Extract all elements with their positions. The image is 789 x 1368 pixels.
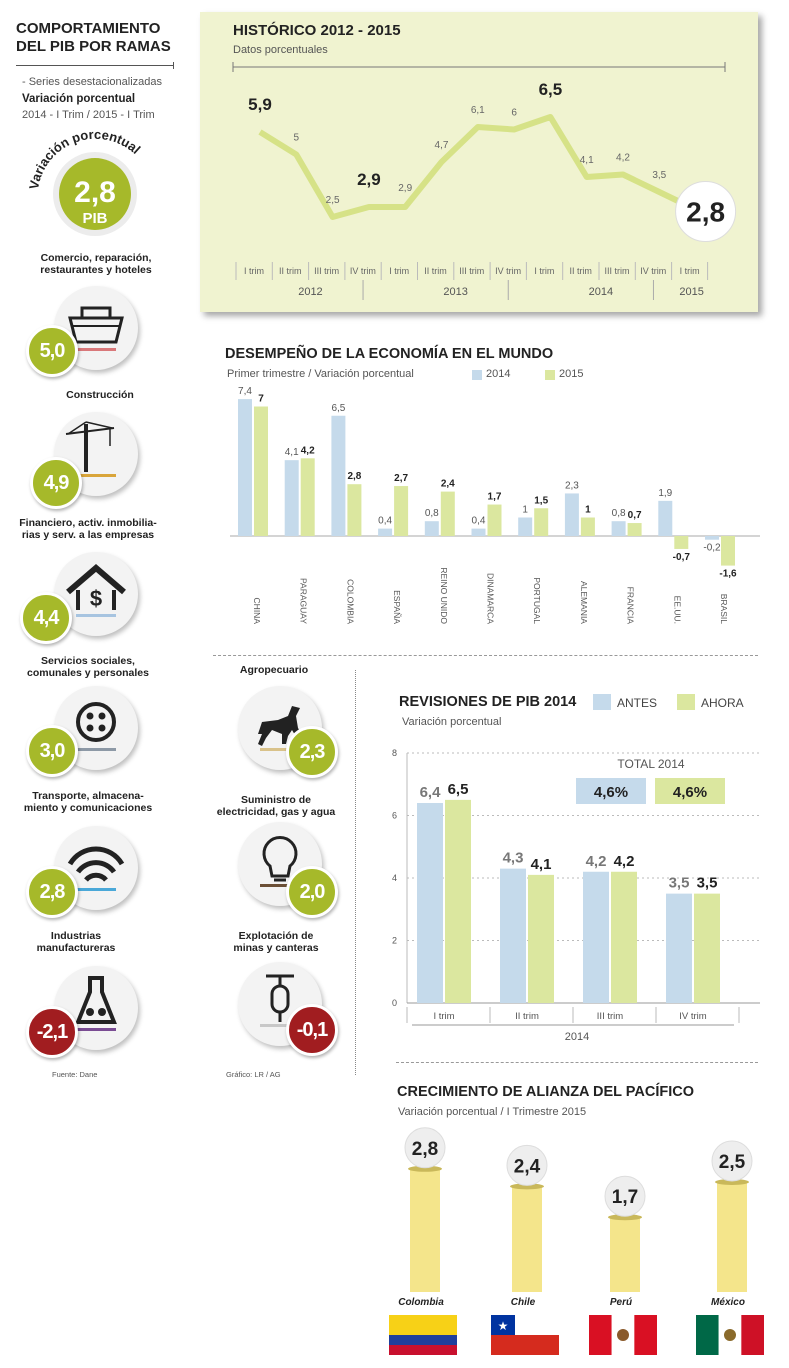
flag-mexico-icon bbox=[696, 1315, 719, 1355]
mundo-data-label: 0,4 bbox=[471, 515, 486, 527]
rev-data-label: 4,2 bbox=[613, 852, 635, 870]
main-value: 2,8 bbox=[74, 176, 116, 209]
rev-total-label: TOTAL 2014 bbox=[617, 757, 685, 771]
legend-2014-swatch bbox=[472, 370, 482, 380]
alianza-data-label: 2,8 bbox=[411, 1138, 439, 1160]
sector-label-line: Explotación de bbox=[238, 930, 314, 942]
alianza-data-label: 2,4 bbox=[513, 1156, 541, 1178]
mundo-data-label: 1 bbox=[522, 504, 528, 516]
mundo-data-label: 2,3 bbox=[564, 480, 579, 492]
sector-label bbox=[8, 790, 168, 814]
hist-data-label: 4,1 bbox=[579, 155, 594, 166]
alianza-subtitle: Variación porcentual / I Trimestre 2015 bbox=[398, 1106, 587, 1118]
sector-value-badge: -0,1 bbox=[286, 1004, 338, 1056]
mundo-bar-2014 bbox=[658, 501, 672, 536]
sector-value-badge: 4,9 bbox=[30, 457, 82, 509]
title-rule-tick bbox=[173, 62, 174, 69]
mundo-bar-2015 bbox=[441, 492, 455, 536]
sector-label-line: Comercio, reparación, bbox=[40, 252, 152, 264]
rev-data-label: 4,2 bbox=[585, 852, 607, 870]
hist-data-label: 6,1 bbox=[470, 105, 485, 116]
hist-tick-label: I trim bbox=[679, 266, 700, 276]
mundo-data-label: 7 bbox=[258, 393, 264, 405]
rev-data-label: 4,1 bbox=[530, 855, 552, 873]
left-subtitle-variation: Variación porcentual bbox=[22, 93, 136, 105]
alianza-data-label: 2,5 bbox=[718, 1152, 746, 1173]
sector-label-line: rias y serv. a las empresas bbox=[21, 529, 155, 541]
hist-data-label: 4,7 bbox=[434, 140, 449, 151]
hist-data-label: 5,9 bbox=[248, 95, 272, 114]
hist-year-label: 2014 bbox=[588, 286, 614, 298]
historico-subtitle: Datos porcentuales bbox=[233, 44, 328, 56]
sector-label-line: Financiero, activ. inmobilia- bbox=[19, 517, 157, 529]
hist-tick-label: I trim bbox=[389, 266, 410, 276]
source-label: Fuente: Dane bbox=[52, 1070, 98, 1079]
revisiones-chart bbox=[385, 740, 775, 1050]
sector-label-line: miento y comunicaciones bbox=[23, 802, 153, 814]
sector-label-line: minas y canteras bbox=[233, 942, 319, 954]
hist-tick-label: IV trim bbox=[640, 266, 667, 276]
mundo-data-label: 6,5 bbox=[331, 402, 346, 414]
alianza-country-label: Colombia bbox=[398, 1297, 444, 1308]
column-divider bbox=[355, 670, 356, 1075]
legend-ahora-swatch bbox=[677, 694, 695, 710]
historico-chart bbox=[200, 12, 758, 312]
rev-total-ahora: 4,6% bbox=[672, 784, 708, 801]
flag-emblem-icon bbox=[617, 1329, 629, 1341]
hist-data-label: 2,9 bbox=[398, 183, 413, 194]
mundo-bar-2015 bbox=[534, 508, 548, 536]
hist-tick-label: III trim bbox=[604, 266, 630, 276]
rev-data-label: 4,3 bbox=[502, 849, 524, 867]
sector-label-line: electricidad, gas y agua bbox=[216, 806, 336, 818]
hist-tick-label: I trim bbox=[244, 266, 264, 276]
rev-data-label: 6,4 bbox=[419, 784, 441, 801]
mundo-data-label: 1,7 bbox=[487, 491, 502, 503]
mundo-category-label: DINAMARCA bbox=[485, 572, 496, 624]
mundo-category-label: PARAGUAY bbox=[298, 578, 309, 624]
legend-antes-label: ANTES bbox=[617, 696, 658, 710]
mundo-bar-2015 bbox=[628, 523, 642, 536]
hist-data-label: 4,2 bbox=[616, 152, 630, 164]
alianza-title: CRECIMIENTO DE ALIANZA DEL PACÍFICO bbox=[397, 1084, 694, 1100]
svg-text:$: $ bbox=[89, 586, 103, 611]
mundo-bar-2014 bbox=[378, 529, 392, 536]
rev-ytick-label: 8 bbox=[391, 748, 397, 758]
rev-ytick-label: 6 bbox=[391, 810, 397, 821]
hist-data-label: 2,5 bbox=[325, 195, 340, 206]
sector-label bbox=[194, 664, 354, 676]
mundo-data-label: 1,5 bbox=[534, 495, 549, 507]
mundo-category-label: REINO UNIDO bbox=[438, 567, 449, 624]
flag-emblem-icon bbox=[724, 1329, 736, 1341]
sector-label-line: Servicios sociales, bbox=[41, 655, 135, 667]
rev-data-label: 6,5 bbox=[447, 780, 469, 798]
mundo-data-label: 1,9 bbox=[658, 487, 673, 499]
sector-label bbox=[20, 389, 180, 401]
page-title: COMPORTAMIENTO DEL PIB POR RAMAS bbox=[16, 20, 171, 55]
icon-underline bbox=[76, 888, 116, 891]
alianza-country-label: Chile bbox=[510, 1297, 536, 1308]
sector-label bbox=[8, 517, 168, 541]
revisiones-title: REVISIONES DE PIB 2014 bbox=[399, 694, 577, 710]
hist-data-label: 6,5 bbox=[538, 80, 563, 99]
rev-bar-ahora bbox=[528, 875, 554, 1003]
hist-year-label: 2015 bbox=[679, 286, 704, 298]
flag-chile-star-icon: ★ bbox=[497, 1319, 509, 1333]
mundo-bar-2015 bbox=[301, 458, 315, 536]
mundo-bar-2014 bbox=[285, 460, 299, 536]
sector-value-badge: 2,8 bbox=[26, 866, 78, 918]
sector-value-badge: 3,0 bbox=[26, 725, 78, 777]
mundo-data-label: 0,8 bbox=[611, 508, 626, 520]
icon-underline bbox=[76, 614, 116, 617]
mundo-subtitle: Primer trimestre / Variación porcentual bbox=[227, 368, 414, 380]
legend-2014-label: 2014 bbox=[486, 368, 511, 380]
alianza-bar bbox=[717, 1182, 747, 1292]
rev-bar-ahora bbox=[445, 800, 471, 1003]
mundo-chart bbox=[220, 385, 760, 660]
mundo-category-label: PORTUGAL bbox=[532, 577, 543, 624]
sector-label-line: Industrias bbox=[50, 930, 102, 942]
sector-label-line: Agropecuario bbox=[239, 664, 309, 676]
rev-category-label: I trim bbox=[433, 1011, 455, 1022]
sector-value-badge: -2,1 bbox=[26, 1006, 78, 1058]
mundo-data-label: 7,4 bbox=[238, 386, 252, 398]
sector-label bbox=[0, 930, 156, 954]
flag-colombia-icon bbox=[389, 1315, 457, 1335]
rev-bar-antes bbox=[417, 803, 443, 1003]
mundo-data-label: 0,7 bbox=[627, 510, 642, 522]
mundo-bar-2015 bbox=[721, 536, 735, 566]
rev-ytick-label: 4 bbox=[391, 873, 397, 883]
alianza-data-label: 1,7 bbox=[611, 1187, 639, 1209]
hist-tick-label: IV trim bbox=[495, 266, 522, 276]
rev-ytick-label: 2 bbox=[391, 935, 397, 946]
sector-label-line: Transporte, almacena- bbox=[32, 790, 144, 802]
rev-total-antes: 4,6% bbox=[593, 784, 629, 801]
revisiones-divider bbox=[396, 1062, 758, 1063]
mundo-bar-2014 bbox=[238, 399, 252, 536]
mundo-bar-2015 bbox=[488, 505, 502, 536]
hist-year-label: 2012 bbox=[298, 286, 323, 298]
mundo-bar-2014 bbox=[612, 521, 626, 536]
hist-data-label: 3,5 bbox=[652, 170, 667, 181]
sector-label bbox=[196, 794, 356, 818]
hist-data-label: 5 bbox=[293, 132, 300, 144]
rev-category-label: IV trim bbox=[679, 1011, 707, 1022]
mundo-category-label: COLOMBIA bbox=[345, 579, 356, 624]
mundo-data-label: -0,2 bbox=[703, 542, 721, 554]
legend-2015-swatch bbox=[545, 370, 555, 380]
rev-bar-ahora bbox=[694, 894, 720, 1003]
hist-final-label: 2,8 bbox=[686, 196, 726, 228]
hist-tick-label: II trim bbox=[424, 266, 447, 276]
sector-label bbox=[8, 655, 168, 679]
sector-label bbox=[196, 930, 356, 954]
mundo-bar-2014 bbox=[565, 493, 579, 536]
mundo-category-label: FRANCIA bbox=[625, 586, 636, 624]
icon-underline bbox=[76, 474, 116, 477]
mundo-data-label: 4,2 bbox=[300, 445, 315, 457]
alianza-bar bbox=[610, 1217, 640, 1292]
hist-tick-label: I trim bbox=[534, 266, 555, 276]
mundo-category-label: ESPAÑA bbox=[392, 590, 403, 624]
mundo-divider bbox=[213, 655, 758, 656]
legend-ahora-label: AHORA bbox=[701, 696, 744, 710]
hist-year-label: 2013 bbox=[443, 286, 468, 298]
mundo-data-label: 2,7 bbox=[394, 473, 409, 485]
flag-peru-icon bbox=[634, 1315, 657, 1355]
rev-bar-antes bbox=[583, 872, 609, 1003]
hist-data-label: 6 bbox=[511, 107, 517, 119]
legend-2015-label: 2015 bbox=[559, 368, 584, 380]
rev-bar-antes bbox=[666, 894, 692, 1003]
hist-tick-label: III trim bbox=[314, 266, 340, 276]
mundo-category-label: CHINA bbox=[252, 597, 262, 624]
mundo-bar-2015 bbox=[674, 536, 688, 549]
rev-category-label: III trim bbox=[596, 1011, 624, 1022]
historico-title: HISTÓRICO 2012 - 2015 bbox=[233, 22, 401, 39]
mundo-category-label: EE.UU. bbox=[672, 595, 683, 624]
sector-value-badge: 5,0 bbox=[26, 325, 78, 377]
alianza-chart bbox=[385, 1125, 780, 1368]
alianza-bar bbox=[512, 1186, 542, 1292]
title-rule bbox=[16, 65, 174, 66]
mundo-title: DESEMPEÑO DE LA ECONOMÍA EN EL MUNDO bbox=[225, 346, 554, 362]
alianza-bar bbox=[410, 1169, 440, 1292]
mundo-bar-2014 bbox=[472, 529, 486, 536]
mundo-data-label: 0,8 bbox=[424, 508, 439, 520]
icon-underline bbox=[76, 348, 116, 351]
hist-tick-label: IV trim bbox=[349, 266, 376, 276]
mundo-data-label: 2,4 bbox=[440, 478, 455, 490]
hist-tick-label: II trim bbox=[569, 266, 592, 276]
flag-chile-icon bbox=[491, 1335, 559, 1355]
sector-value-badge: 4,4 bbox=[20, 592, 72, 644]
credit-label: Gráfico: LR / AG bbox=[226, 1070, 281, 1079]
sector-value-badge: 2,3 bbox=[286, 726, 338, 778]
sector-label-line: restaurantes y hoteles bbox=[40, 264, 152, 276]
mundo-data-label: 4,1 bbox=[284, 447, 299, 459]
sector-label-line: comunales y personales bbox=[27, 667, 149, 679]
mundo-data-label: 0,4 bbox=[378, 515, 393, 527]
mundo-data-label: 2,8 bbox=[347, 471, 362, 483]
flag-mexico-icon bbox=[741, 1315, 764, 1355]
rev-bar-ahora bbox=[611, 872, 637, 1003]
mundo-bar-2015 bbox=[254, 407, 268, 537]
mundo-category-label: BRASIL bbox=[719, 593, 729, 624]
rev-xlabel: 2014 bbox=[564, 1031, 590, 1043]
sector-label-line: Suministro de bbox=[240, 794, 311, 806]
mundo-bar-2014 bbox=[331, 416, 345, 536]
rev-data-label: 3,5 bbox=[696, 874, 718, 892]
sector-label bbox=[16, 252, 176, 276]
mundo-data-label: -0,7 bbox=[672, 551, 690, 563]
mundo-bar-2015 bbox=[581, 518, 595, 537]
flag-colombia-icon bbox=[389, 1335, 457, 1345]
sector-value-badge: 2,0 bbox=[286, 866, 338, 918]
mundo-bar-2014 bbox=[705, 536, 719, 540]
icon-underline bbox=[76, 1028, 116, 1031]
rev-category-label: II trim bbox=[515, 1011, 539, 1022]
icon-underline bbox=[76, 748, 116, 751]
mundo-data-label: 1 bbox=[585, 504, 591, 516]
flag-peru-icon bbox=[589, 1315, 612, 1355]
hist-tick-label: II trim bbox=[279, 266, 302, 276]
mundo-bar-2014 bbox=[425, 521, 439, 536]
rev-bar-antes bbox=[500, 869, 526, 1003]
legend-antes-swatch bbox=[593, 694, 611, 710]
mundo-bar-2014 bbox=[518, 518, 532, 537]
alianza-country-label: México bbox=[711, 1297, 745, 1308]
revisiones-subtitle: Variación porcentual bbox=[402, 716, 502, 728]
alianza-country-label: Perú bbox=[609, 1297, 633, 1308]
mundo-category-label: ALEMANIA bbox=[578, 581, 589, 624]
mundo-data-label: -1,6 bbox=[719, 568, 737, 580]
main-unit: PIB bbox=[82, 210, 108, 227]
main-arc-label: Variación porcentual bbox=[26, 126, 144, 191]
mundo-bar-2015 bbox=[394, 486, 408, 536]
flag-colombia-icon bbox=[389, 1345, 457, 1355]
mundo-bar-2015 bbox=[347, 484, 361, 536]
rev-data-label: 3,5 bbox=[668, 874, 690, 892]
main-pib-badge bbox=[20, 122, 160, 240]
hist-data-label: 2,9 bbox=[357, 170, 381, 189]
left-subtitle-series: - Series desestacionalizadas bbox=[22, 76, 163, 88]
hist-tick-label: III trim bbox=[459, 266, 485, 276]
left-subtitle-period: 2014 - I Trim / 2015 - I Trim bbox=[22, 109, 155, 121]
sector-label-line: Construcción bbox=[66, 389, 134, 401]
rev-ytick-label: 0 bbox=[391, 998, 397, 1008]
sector-label-line: manufactureras bbox=[36, 942, 116, 954]
